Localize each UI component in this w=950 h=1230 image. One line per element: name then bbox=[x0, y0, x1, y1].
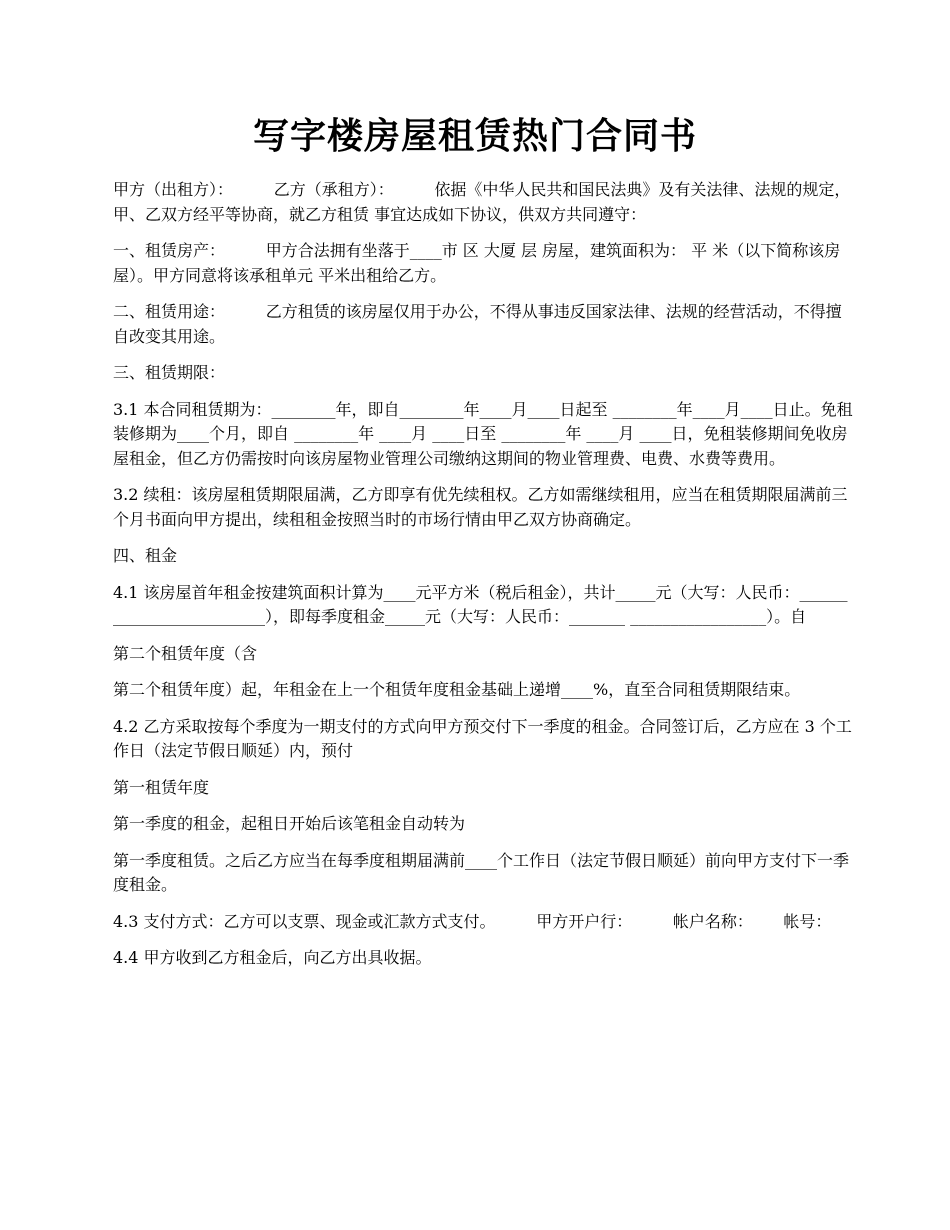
paragraph-second-year-increase: 第二个租赁年度）起，年租金在上一个租赁年度租金基础上递增____%，直至合同租赁期限结束。 bbox=[113, 680, 801, 699]
paragraph-clause-3-1: 3.1 本合同租赁期为：________年，即自________年____月____日起至 ________年____月____日止。免租装修期为____个月，即自 ________年 ____月 ____日至 ________年 ____月 ____日，免租装修期间免收房屋租金，但乙方仍需按时向该房屋物业管理公司缴纳这期间的物业管理费、电费、水费等费用。 bbox=[113, 399, 853, 468]
document-body bbox=[113, 178, 853, 983]
paragraph-clause-4-1: 4.1 该房屋首年租金按建筑面积计算为____元平方米（税后租金），共计_____元（大写：人民币：_________________________），即每季度租金_____元（大写：人民币：_______ _________________）。自 bbox=[113, 582, 848, 626]
paragraph-clause-4-2: 4.2 乙方采取按每个季度为一期支付的方式向甲方预交付下一季度的租金。合同签订后，乙方应在 3 个工作日（法定节假日顺延）内，预付 bbox=[113, 716, 852, 760]
document-title: 写字楼房屋租赁热门合同书 bbox=[252, 115, 697, 157]
section-heading-rent: 四、租金 bbox=[113, 546, 178, 565]
paragraph-clause-4-4: 4.4 甲方收到乙方租金后，向乙方出具收据。 bbox=[113, 948, 432, 967]
paragraph-second-year-heading: 第二个租赁年度（含 bbox=[113, 643, 258, 663]
paragraph-lease-purpose: 二、租赁用途： 乙方租赁的该房屋仅用于办公，不得从事违反国家法律、法规的经营活动，不得擅自改变其用途。 bbox=[113, 302, 842, 346]
paragraph-clause-3-2: 3.2 续租：该房屋租赁期限届满，乙方即享有优先续租权。乙方如需继续租用，应当在租赁期限届满前三个月书面向甲方提出，续租租金按照当时的市场行情由甲乙双方协商确定。 bbox=[113, 485, 848, 529]
paragraph-leased-property: 一、租赁房产： 甲方合法拥有坐落于____市 区 大厦 层 房屋，建筑面积为： 平 米（以下简称该房屋）。甲方同意将该承租单元 平米出租给乙方。 bbox=[113, 241, 841, 285]
paragraph-first-quarter-lease: 第一季度租赁。之后乙方应当在每季度租期届满前____个工作日（法定节假日顺延）前向甲方支付下一季度租金。 bbox=[113, 850, 850, 894]
paragraph-clause-4-3: 4.3 支付方式：乙方可以支票、现金或汇款方式支付。 甲方开户行： 帐户名称： 帐号： bbox=[113, 911, 832, 931]
paragraph-parties: 甲方（出租方）： 乙方（承租方）： 依据《中华人民共和国民法典》及有关法律、法规的规定，甲、乙双方经平等协商，就乙方租赁 事宜达成如下协议，供双方共同遵守： bbox=[113, 180, 851, 224]
section-heading-lease-term: 三、租赁期限： bbox=[113, 363, 226, 382]
paragraph-first-year: 第一租赁年度 bbox=[113, 777, 210, 797]
paragraph-first-quarter-rent: 第一季度的租金，起租日开始后该笔租金自动转为 bbox=[113, 814, 466, 833]
